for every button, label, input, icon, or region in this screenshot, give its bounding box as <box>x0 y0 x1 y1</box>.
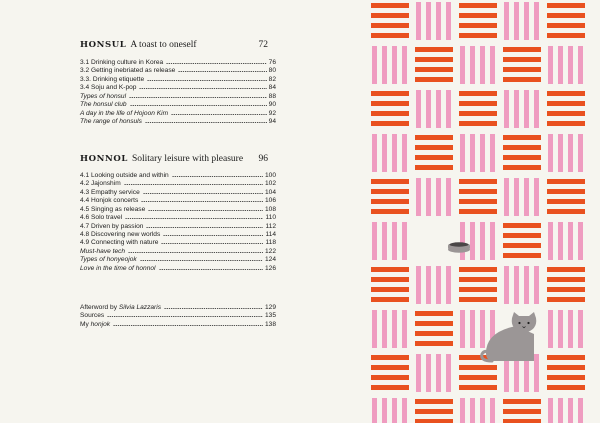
orange-stripe <box>503 135 541 140</box>
dotted-leader <box>159 268 263 271</box>
orange-stripe <box>503 399 541 404</box>
orange-stripe <box>547 13 585 18</box>
orange-stripe <box>459 111 497 116</box>
entry-title: 4.1 Looking outside and within <box>80 171 169 179</box>
entry-title: 4.8 Discovering new worlds <box>80 231 161 239</box>
orange-stripe <box>459 189 497 194</box>
pink-stripe <box>578 310 583 348</box>
orange-stripe <box>503 409 541 414</box>
orange-stripe <box>547 101 585 106</box>
pink-stripe <box>548 222 553 260</box>
toc-list-backmatter <box>80 304 276 329</box>
orange-stripe <box>547 287 585 292</box>
pink-stripe <box>480 46 485 84</box>
dotted-leader <box>130 104 267 107</box>
orange-stripe <box>459 23 497 28</box>
orange-stripe <box>415 155 453 160</box>
dotted-leader <box>166 62 266 65</box>
dotted-leader <box>129 96 267 99</box>
pink-stripe <box>514 178 519 216</box>
orange-stripe <box>459 277 497 282</box>
pink-stripe <box>392 46 397 84</box>
orange-stripe <box>415 419 453 423</box>
pink-stripe <box>470 398 475 423</box>
pink-stripe <box>558 398 563 423</box>
orange-stripe <box>371 375 409 380</box>
pink-stripe <box>382 46 387 84</box>
entry-page: 88 <box>268 92 276 100</box>
toc-entry <box>80 321 276 329</box>
pink-stripe <box>524 2 529 40</box>
pink-stripe <box>460 398 465 423</box>
orange-stripe <box>547 121 585 126</box>
pink-stripe <box>534 90 539 128</box>
section-keyword: HONNOL <box>80 154 128 164</box>
orange-stripe <box>459 199 497 204</box>
entry-page: 112 <box>265 222 276 230</box>
cat-icon <box>518 322 520 324</box>
pink-stripe <box>402 222 407 260</box>
orange-stripe <box>415 409 453 414</box>
pink-stripe <box>558 310 563 348</box>
pattern-page <box>366 0 600 423</box>
cat-icon <box>527 322 529 324</box>
pink-stripe <box>470 222 475 260</box>
pink-stripe <box>568 398 573 423</box>
orange-stripe <box>547 189 585 194</box>
entry-title: 4.4 Honjok concerts <box>80 197 139 205</box>
toc-entry <box>80 118 276 126</box>
dotted-leader <box>125 217 263 220</box>
entry-page: 124 <box>264 256 276 264</box>
dotted-leader <box>141 200 263 203</box>
orange-stripe <box>503 47 541 52</box>
orange-stripe <box>459 3 497 8</box>
pink-stripe <box>392 310 397 348</box>
pink-stripe <box>382 398 387 423</box>
pink-stripe <box>416 90 421 128</box>
orange-stripe <box>503 57 541 62</box>
stripe-pattern <box>366 0 600 423</box>
entry-title: The honsul club <box>80 101 127 109</box>
pink-stripe <box>534 266 539 304</box>
pink-stripe <box>460 134 465 172</box>
pink-stripe <box>436 266 441 304</box>
entry-title: 4.6 Solo travel <box>80 214 123 222</box>
toc-entry <box>80 240 276 248</box>
pink-stripe <box>402 398 407 423</box>
pink-stripe <box>402 310 407 348</box>
orange-stripe <box>503 145 541 150</box>
entry-page: 110 <box>265 214 276 222</box>
pink-stripe <box>504 2 509 40</box>
pink-stripe <box>436 354 441 392</box>
section-title-honsul <box>80 40 268 50</box>
pink-stripe <box>436 2 441 40</box>
pink-stripe <box>524 266 529 304</box>
orange-stripe <box>547 297 585 302</box>
pink-stripe <box>514 2 519 40</box>
entry-page: 114 <box>265 231 276 239</box>
dotted-leader <box>145 121 267 124</box>
toc-entry <box>80 206 276 214</box>
pink-stripe <box>416 178 421 216</box>
pink-stripe <box>514 90 519 128</box>
orange-stripe <box>415 135 453 140</box>
orange-stripe <box>371 101 409 106</box>
pink-stripe <box>446 90 451 128</box>
pink-stripe <box>426 266 431 304</box>
toc-entry <box>80 248 276 256</box>
orange-stripe <box>371 355 409 360</box>
orange-stripe <box>371 277 409 282</box>
section-keyword: HONSUL <box>80 40 127 50</box>
orange-stripe <box>415 57 453 62</box>
entry-page: 138 <box>264 320 276 328</box>
pink-stripe <box>460 310 465 348</box>
entry-page: 90 <box>268 101 276 109</box>
pink-stripe <box>568 222 573 260</box>
dotted-leader <box>107 315 263 318</box>
pink-stripe <box>426 2 431 40</box>
pink-stripe <box>426 354 431 392</box>
dotted-leader <box>147 79 267 82</box>
pink-stripe <box>480 398 485 423</box>
pink-stripe <box>548 398 553 423</box>
entry-page: 106 <box>264 197 276 205</box>
orange-stripe <box>547 209 585 214</box>
orange-stripe <box>459 33 497 38</box>
dotted-leader <box>128 251 263 254</box>
orange-stripe <box>503 155 541 160</box>
pink-stripe <box>490 46 495 84</box>
entry-title-italic: Silvia Lazzaris <box>118 303 162 311</box>
entry-page: 135 <box>264 312 276 320</box>
pink-stripe <box>426 178 431 216</box>
pink-stripe <box>578 222 583 260</box>
section-page-number: 96 <box>258 154 268 164</box>
dotted-leader <box>113 324 263 327</box>
dotted-leader <box>178 70 266 73</box>
pink-stripe <box>504 178 509 216</box>
orange-stripe <box>547 375 585 380</box>
dotted-leader <box>143 192 263 195</box>
dotted-leader <box>148 209 263 212</box>
entry-title-prefix: My <box>80 320 91 328</box>
pink-stripe <box>558 46 563 84</box>
orange-stripe <box>547 199 585 204</box>
orange-stripe <box>371 23 409 28</box>
toc-entry <box>80 231 276 239</box>
orange-stripe <box>547 179 585 184</box>
toc-entry <box>80 304 276 312</box>
pink-stripe <box>382 310 387 348</box>
orange-stripe <box>547 3 585 8</box>
pink-stripe <box>578 134 583 172</box>
section-subtitle: Solitary leisure with pleasure <box>131 154 244 164</box>
entry-page: 84 <box>268 84 276 92</box>
orange-stripe <box>503 77 541 82</box>
orange-stripe <box>415 145 453 150</box>
toc-entry <box>80 93 276 101</box>
orange-stripe <box>415 341 453 346</box>
orange-stripe <box>371 189 409 194</box>
entry-title: 3.2 Getting inebriated as release <box>80 67 176 75</box>
entry-title: 4.3 Empathy service <box>80 188 140 196</box>
dotted-leader <box>163 234 263 237</box>
orange-stripe <box>371 13 409 18</box>
entry-title: 3.1 Drinking culture in Korea <box>80 58 164 66</box>
toc-entry <box>80 180 276 188</box>
entry-title: Must-have tech <box>80 247 126 255</box>
pink-stripe <box>436 178 441 216</box>
entry-title: 4.5 Singing as release <box>80 205 146 213</box>
pink-stripe <box>392 134 397 172</box>
toc-entry <box>80 265 276 273</box>
dotted-leader <box>164 307 263 310</box>
orange-stripe <box>503 165 541 170</box>
pink-stripe <box>382 134 387 172</box>
entry-page: 76 <box>268 58 276 66</box>
entry-page: 122 <box>264 247 276 255</box>
entry-title: 4.2 Jajonshim <box>80 180 121 188</box>
orange-stripe <box>459 375 497 380</box>
section-page-number: 72 <box>258 40 268 50</box>
orange-stripe <box>371 209 409 214</box>
pink-stripe <box>558 134 563 172</box>
entry-page: 108 <box>264 205 276 213</box>
pink-stripe <box>534 2 539 40</box>
entry-page: 80 <box>268 67 276 75</box>
pink-stripe <box>568 46 573 84</box>
pink-stripe <box>402 134 407 172</box>
orange-stripe <box>415 321 453 326</box>
orange-stripe <box>503 243 541 248</box>
dotted-leader <box>161 242 263 245</box>
orange-stripe <box>547 91 585 96</box>
pink-stripe <box>426 90 431 128</box>
pink-stripe <box>534 178 539 216</box>
toc-entry <box>80 110 276 118</box>
section-title-honnol <box>80 154 268 164</box>
orange-stripe <box>503 419 541 423</box>
pink-stripe <box>480 222 485 260</box>
dotted-leader <box>172 175 263 178</box>
pink-stripe <box>392 398 397 423</box>
orange-stripe <box>503 253 541 258</box>
orange-stripe <box>503 233 541 238</box>
dotted-leader <box>124 183 263 186</box>
pink-stripe <box>470 46 475 84</box>
dotted-leader <box>171 113 267 116</box>
entry-title <box>80 312 104 320</box>
toc-entry <box>80 312 276 320</box>
orange-stripe <box>415 399 453 404</box>
pink-stripe <box>514 266 519 304</box>
entry-page: 100 <box>264 171 276 179</box>
orange-stripe <box>459 385 497 390</box>
entry-title: The range of honsuls <box>80 118 142 126</box>
pink-stripe <box>402 46 407 84</box>
pink-stripe <box>416 266 421 304</box>
entry-page: 94 <box>268 118 276 126</box>
orange-stripe <box>415 67 453 72</box>
orange-stripe <box>503 223 541 228</box>
entry-page: 102 <box>264 180 276 188</box>
orange-stripe <box>547 23 585 28</box>
pink-stripe <box>524 178 529 216</box>
orange-stripe <box>415 77 453 82</box>
pink-stripe <box>392 222 397 260</box>
orange-stripe <box>415 47 453 52</box>
pink-stripe <box>578 46 583 84</box>
pink-stripe <box>558 222 563 260</box>
pink-stripe <box>578 398 583 423</box>
dotted-leader <box>140 259 263 262</box>
orange-stripe <box>547 277 585 282</box>
pink-stripe <box>548 310 553 348</box>
entry-title <box>80 304 161 312</box>
orange-stripe <box>459 101 497 106</box>
entry-title: Love in the time of honnol <box>80 264 156 272</box>
pink-stripe <box>372 398 377 423</box>
toc-list-honnol <box>80 172 276 273</box>
pink-stripe <box>568 310 573 348</box>
orange-stripe <box>459 267 497 272</box>
pink-stripe <box>372 310 377 348</box>
entry-page: 104 <box>264 188 276 196</box>
entry-page: 126 <box>264 264 276 272</box>
toc-entry <box>80 67 276 75</box>
orange-stripe <box>371 199 409 204</box>
pink-stripe <box>490 398 495 423</box>
orange-stripe <box>547 111 585 116</box>
pink-stripe <box>548 46 553 84</box>
pink-stripe <box>460 46 465 84</box>
pink-stripe <box>436 90 441 128</box>
pink-stripe <box>382 222 387 260</box>
toc-entry <box>80 197 276 205</box>
pink-stripe <box>480 310 485 348</box>
orange-stripe <box>547 267 585 272</box>
pink-stripe <box>372 134 377 172</box>
dotted-leader <box>146 226 263 229</box>
orange-stripe <box>459 179 497 184</box>
orange-stripe <box>371 287 409 292</box>
toc-entry <box>80 189 276 197</box>
pink-stripe <box>470 134 475 172</box>
pink-stripe <box>446 354 451 392</box>
entry-title-prefix: Sources <box>80 312 105 320</box>
pink-stripe <box>534 354 539 392</box>
pink-stripe <box>568 134 573 172</box>
orange-stripe <box>459 297 497 302</box>
orange-stripe <box>459 91 497 96</box>
toc-entry <box>80 76 276 84</box>
entry-page: 118 <box>265 239 276 247</box>
orange-stripe <box>459 13 497 18</box>
orange-stripe <box>547 33 585 38</box>
pink-stripe <box>490 134 495 172</box>
pink-stripe <box>416 2 421 40</box>
entry-title: A day in the life of Hojoon Kim <box>80 109 169 117</box>
orange-stripe <box>415 165 453 170</box>
entry-title: 4.9 Connecting with nature <box>80 239 159 247</box>
orange-stripe <box>459 287 497 292</box>
entry-title: Types of honyeojok <box>80 256 137 264</box>
toc-entry <box>80 59 276 67</box>
entry-title: 3.3. Drinking etiquette <box>80 75 145 83</box>
toc-entry <box>80 101 276 109</box>
entry-title: 4.7 Driven by passion <box>80 222 144 230</box>
orange-stripe <box>371 365 409 370</box>
toc-entry <box>80 84 276 92</box>
entry-title-prefix: Afterword by <box>80 303 119 311</box>
toc-entry <box>80 172 276 180</box>
entry-title: 3.4 Soju and K-pop <box>80 84 137 92</box>
pink-stripe <box>548 134 553 172</box>
orange-stripe <box>547 365 585 370</box>
pink-stripe <box>446 266 451 304</box>
pink-stripe <box>372 222 377 260</box>
entry-page: 129 <box>264 303 276 311</box>
orange-stripe <box>371 385 409 390</box>
orange-stripe <box>547 385 585 390</box>
pink-stripe <box>504 266 509 304</box>
pink-stripe <box>524 90 529 128</box>
food-bowl-icon <box>450 242 469 246</box>
orange-stripe <box>547 355 585 360</box>
orange-stripe <box>503 67 541 72</box>
entry-page: 92 <box>268 109 276 117</box>
orange-stripe <box>371 297 409 302</box>
pink-stripe <box>470 310 475 348</box>
dotted-leader <box>139 87 266 90</box>
pink-stripe <box>372 46 377 84</box>
toc-entry <box>80 223 276 231</box>
pink-stripe <box>480 134 485 172</box>
orange-stripe <box>459 365 497 370</box>
pink-stripe <box>446 178 451 216</box>
entry-title <box>80 321 110 329</box>
orange-stripe <box>459 121 497 126</box>
orange-stripe <box>371 3 409 8</box>
orange-stripe <box>459 209 497 214</box>
entry-title: Types of honsul <box>80 92 127 100</box>
orange-stripe <box>371 33 409 38</box>
pink-stripe <box>460 222 465 260</box>
entry-page: 82 <box>268 75 276 83</box>
toc-entry <box>80 214 276 222</box>
entry-title-italic: honjok <box>90 320 111 328</box>
pink-stripe <box>446 2 451 40</box>
pink-stripe <box>504 90 509 128</box>
toc-entry <box>80 256 276 264</box>
orange-stripe <box>371 121 409 126</box>
orange-stripe <box>371 179 409 184</box>
section-subtitle: A toast to oneself <box>130 40 197 50</box>
orange-stripe <box>415 331 453 336</box>
orange-stripe <box>371 111 409 116</box>
orange-stripe <box>371 267 409 272</box>
orange-stripe <box>371 91 409 96</box>
toc-list-honsul <box>80 59 276 127</box>
pink-stripe <box>490 222 495 260</box>
orange-stripe <box>415 311 453 316</box>
pink-stripe <box>416 354 421 392</box>
